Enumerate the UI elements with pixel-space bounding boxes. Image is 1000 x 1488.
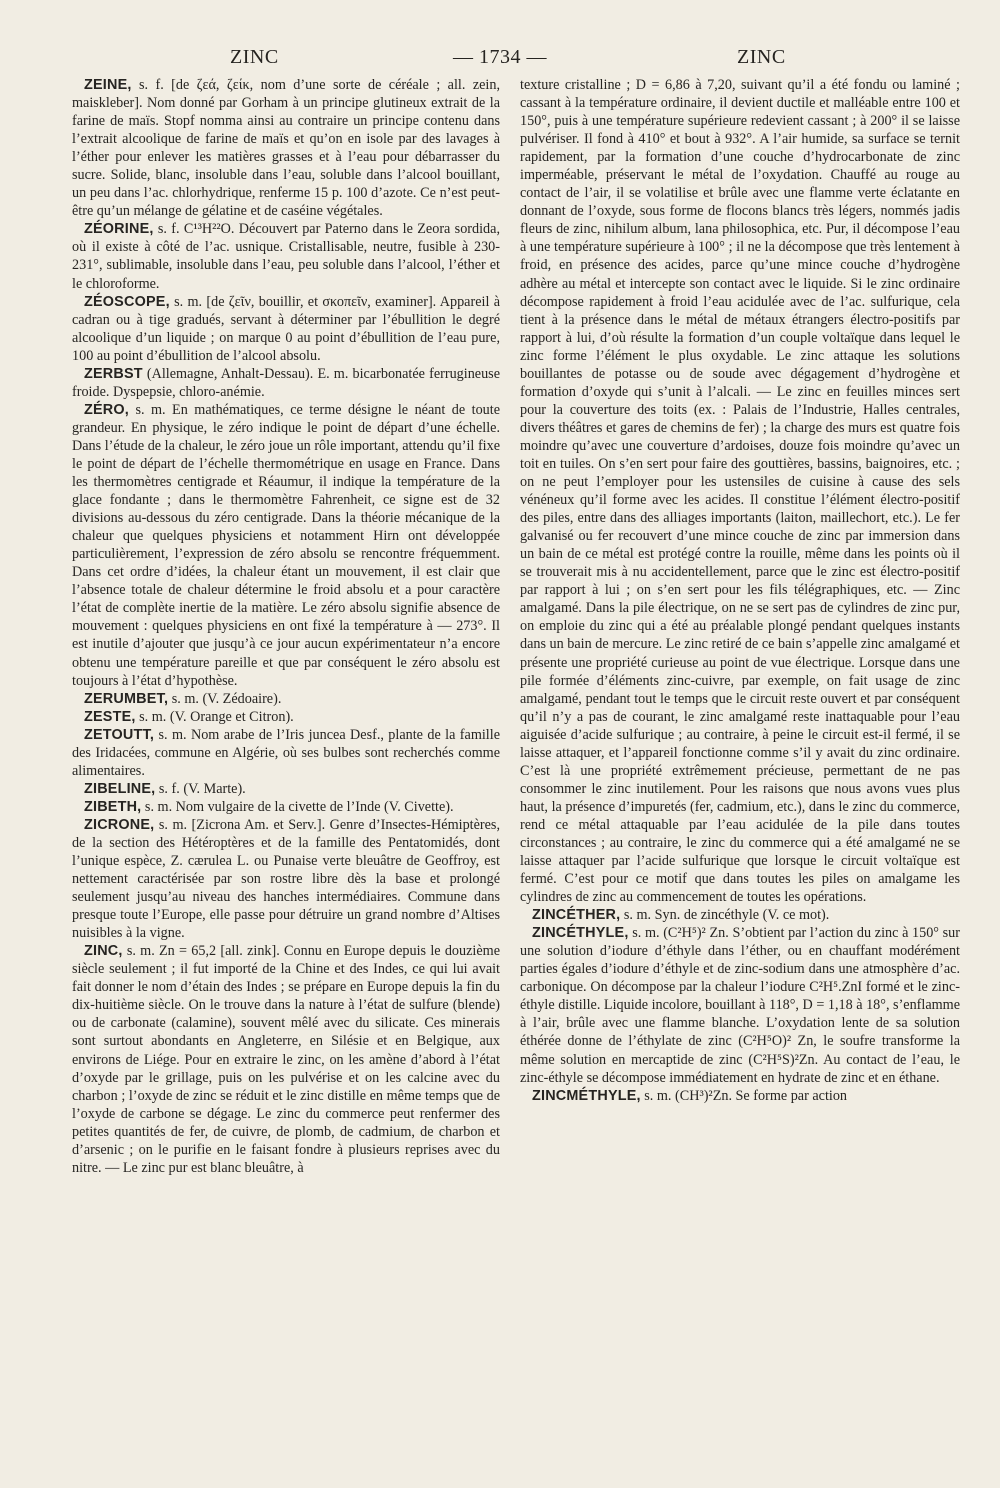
left-column (72, 76, 500, 1177)
entry-headword: ZINCÉTHER, (532, 907, 621, 924)
dictionary-entry (72, 726, 500, 780)
entry-text: s. m. (V. Zédoaire). (168, 690, 282, 707)
entry-headword: ZINCÉTHYLE, (532, 925, 629, 942)
dictionary-entry (72, 798, 500, 816)
dictionary-entry (72, 76, 500, 220)
entry-text: s. m. (C²H⁵)² Zn. S’obtient par l’action du zinc à 150° sur une solution d’iodure d’éthyle dans l’éther, ou en chauffant modérément parties égales d’iodure d’éthyle et de zinc-sodium dans une atmosphère d’ac. carbonique. On décompose par la chaleur l’iodure C²H⁵.ZnI formé et le zinc-éthyle distille. Liquide incolore, bouillant à 118°, D = 1,18 à 18°, s’enflamme à l’air, brûle avec une flamme blanche. L’oxydation lente de sa solution éthérée donne de l’éthylate de zinc (C²H⁵O)² Zn, le soufre transforme la même solution en mercaptide de zinc (C²H⁵S)²Zn. Au contact de l’eau, le zinc-éthyle se décompose immédiatement en hydrate de zinc et en éthane. (520, 925, 961, 1086)
entry-headword: ZERUMBET, (84, 690, 169, 707)
entry-headword: ZEINE, (84, 77, 132, 93)
entry-text: s. f. (V. Marte). (155, 780, 246, 797)
dictionary-entry (520, 924, 960, 1086)
entry-headword: ZERBST (84, 365, 143, 382)
entry-headword: ZÉRO, (84, 401, 129, 418)
entry-text: texture cristalline ; D = 6,86 à 7,20, suivant qu’il a été fondu ou laminé ; cassant à la température ordinaire, il devient ductile et malléable entre 100 et 150°, puis à une température supérieure redevient cassant ; à 200° il se laisse pulvériser. Il fond à 410° et bout à 932°. A l’air humide, sa surface se ternit rapidement, par la formation d’une couche d’hydrocarbonate de zinc imperméable, préservant le métal de l’oxydation. Chauffé au rouge au contact de l’air, il se volatilise et brûle avec une flamme verte éclatante en donnant de l’oxyde, sous forme de flocons blancs très légers, nommés jadis fleurs de zinc, nihilum album, lana philosophica, etc. Pur, il décompose l’eau à une température supérieure à 100° ; il ne la décompose que très lentement à froid, en présence des acides, parce qu’une mince couche d’hydrogène adhère au métal et intercepte son contact avec le liquide. Si le zinc ordinaire décompose rapidement à froid l’eau acidulée avec de l’ac. sulfurique, cela tient à la présence dans le métal de métaux étrangers électro-positifs par rapport à lui, d’où résulte la formation d’un couple voltaïque dans lequel le zinc forme l’élément le plus oxydable. Le zinc attaque les solutions bouillantes de potasse ou de soude avec dégagement d’hydrogène et formation d’oxyde qui s’unit à l’alcali. — Le zinc en feuilles minces sert pour la couverture des toits (ex. : Palais de l’Industrie, Halles centrales, divers théâtres et gares de chemins de fer) ; la charge des murs est quatre fois moindre qu’avec une couverture d’ardoises, douze fois moindre qu’avec un toit en tuiles. On s’en sert pour faire des gouttières, bassins, baignoires, etc. ; on ne peut l’employer pour les ustensiles de cuisine à cause des sels vénéneux qu’il forme avec les acides. Il constitue l’élément électro-positif des piles, entre dans des alliages importants (laiton, maillechort, etc.). Le fer galvanisé ou fer recouvert d’une mince couche de zinc par immersion dans un bain de ce métal est protégé contre la rouille, même dans les points où il se trouverait mis à nu accidentellement, parce que le zinc est électro-positif par rapport à lui ; on s’en sert pour les fils télégraphiques, etc. — Zinc amalgamé. Dans la pile électrique, on ne se sert pas de cylindres de zinc pur, on emploie du zinc qui a été au préalable plongé pendant quelques instants dans un bain de mercure. Le zinc retiré de ce bain s’appelle zinc amalgamé et présente une propriété curieuse au point de vue électrique. Lorsque dans une pile formée d’éléments zinc-cuivre, par exemple, on fait usage de zinc amalgamé, pendant tout le temps que le circuit reste ouvert et par conséquent qu’il n’y a pas de courant, le zinc amalgamé reste inattaquable pour l’eau aiguisée d’acide sulfurique ; au contraire, à peine le circuit est-il fermé, il se laisse attaquer, et l’appareil fonctionne comme s’il y avait du zinc ordinaire. C’est là une propriété extrêmement précieuse, permettant de ne pas consommer le zinc inutilement. Pour les raisons que nous avons vues plus haut, la présence d’impuretés (fer, cadmium, etc.), dans le zinc du commerce, rend ce métal attaquable par l’eau acidulée de la pile dans toutes circonstances ; au contraire, le zinc du commerce qui a été amalgamé ne se laisse attaquer par l’acide sulfurique que lorsque le circuit voltaïque est fermé. C’est pour ce motif que dans toutes les piles on amalgame les cylindres de zinc au commencement de toutes les opérations. (520, 77, 960, 906)
dictionary-entry (520, 1087, 960, 1105)
dictionary-entry (72, 708, 500, 726)
entry-text: s. f. C¹³H²²O. Découvert par Paterno dans le Zeora sordida, où il existe à côté de l’ac. usnique. Cristallisable, neutre, fusible à 230-231°, sublimable, insoluble dans l’eau, peu soluble dans l’alcool, l’éther et le chloroforme. (72, 221, 500, 292)
entry-text: s. m. Nom vulgaire de la civette de l’Inde (V. Civette). (141, 798, 454, 815)
entry-headword: ZÉORINE, (84, 221, 154, 238)
dictionary-entry (520, 76, 960, 906)
entry-headword: ZINC, (84, 943, 123, 960)
dictionary-entry (72, 780, 500, 798)
dictionary-entry (72, 220, 500, 292)
entry-headword: ZICRONE, (84, 816, 155, 833)
entry-headword: ZÉOSCOPE, (84, 293, 170, 310)
entry-headword: ZETOUTT, (84, 726, 155, 743)
dictionary-entry (72, 293, 500, 365)
page-header (0, 46, 1000, 72)
entry-headword: ZIBETH, (84, 798, 142, 815)
page-number: — 1734 — (453, 46, 547, 68)
entry-text: s. m. Nom arabe de l’Iris juncea Desf., plante de la famille des Iridacées, commune en Algérie, où ses bulbes sont recherchés comme alimentaires. (72, 726, 500, 779)
running-head-left: ZINC (230, 46, 279, 68)
running-head-right: ZINC (737, 46, 786, 68)
dictionary-entry (72, 816, 500, 942)
entry-text: s. m. En mathématiques, ce terme désigne le néant de toute grandeur. En physique, le zéro indique le point de départ d’une échelle. Dans l’étude de la chaleur, le zéro joue un rôle important, attendu qu’il fixe le point de départ de l’échelle thermométrique en usage en France. Dans les thermomètres centigrade et Réaumur, il indique la température de la glace fondante ; dans le thermomètre Fahrenheit, ce signe est de 32 divisions au-dessous du zéro centigrade. Dans la théorie mécanique de la chaleur que quelques physiciens et notamment Hirn ont développée particulièrement, l’expression de zéro absolu se rencontre fréquemment. Dans cet ordre d’idées, la chaleur étant un mouvement, il est clair que l’absence totale de chaleur détermine le froid absolu et a pour caractère l’état de complète inertie de la matière. Le zéro absolu signifie absence de mouvement : quelques physiciens en ont fixé la température à — 273°. Il est inutile d’ajouter que jusqu’à ce jour aucun expérimentateur n’a encore obtenu une température pareille et que par conséquent le zéro absolu est toujours à l’état d’hypothèse. (72, 401, 500, 689)
entry-text: s. m. [de ζεῖν, bouillir, et σκοπεῖν, examiner]. Appareil à cadran ou à tige gradués, servant à déterminer par l’ébullition le degré alcoolique d’un liquide ; on marque 0 au point d’ébullition de l’eau pure, 100 au point d’ébullition de l’alcool absolu. (72, 293, 500, 364)
dictionary-entry (72, 365, 500, 401)
entry-text: s. f. [de ζεά, ζείκ, nom d’une sorte de céréale ; all. zein, maiskleber]. Nom donné par Gorham à un principe glutineux extrait de la farine de maïs. Stopf nomma ainsi au contraire un principe contenu dans l’extrait alcoolique de farine de maïs et qu’on en isole par des lavages à l’éther pour enlever les matières grasses et à l’eau pour débarrasser du sucre. Solide, blanc, insoluble dans l’eau, soluble dans l’alcool bouillant, un peu dans l’ac. chlorhydrique, renferme 15 p. 100 d’azote. Ce n’est peut-être qu’un mélange de gélatine et de caséine végétales. (72, 77, 500, 220)
entry-headword: ZINCMÉTHYLE, (532, 1087, 641, 1104)
entry-headword: ZESTE, (84, 708, 136, 725)
entry-text: s. m. Syn. de zincéthyle (V. ce mot). (620, 907, 830, 924)
entry-text: s. m. [Zicrona Am. et Serv.]. Genre d’Insectes-Hémiptères, de la section des Hétéroptères et de la famille des Pentatomidés, dont l’unique espèce, Z. cærulea L. ou Punaise verte bleuâtre de Geoffroy, est nettement caractérisée par son rostre libre dès la base et prolongé seulement jusqu’au niveau des hanches intermédiaires. Commune dans presque toute l’Europe, elle passe pour détruire un grand nombre d’Altises nuisibles à la vigne. (72, 816, 500, 942)
dictionary-entry (520, 906, 960, 924)
entry-text: (Allemagne, Anhalt-Dessau). E. m. bicarbonatée ferrugineuse froide. Dyspepsie, chloro-anémie. (72, 365, 500, 400)
dictionary-entry (72, 690, 500, 708)
right-column (520, 76, 960, 1105)
entry-headword: ZIBELINE, (84, 780, 156, 797)
entry-text: s. m. (CH³)²Zn. Se forme par action (640, 1087, 848, 1104)
dictionary-entry (72, 401, 500, 690)
entry-text: s. m. (V. Orange et Citron). (135, 708, 294, 725)
entry-text: s. m. Zn = 65,2 [all. zink]. Connu en Europe depuis le douzième siècle seulement ; il fut importé de la Chine et des Indes, ce qui lui avait fait donner le nom d’étain des Indes ; se prépare en Europe depuis la fin du dix-huitième siècle. On le trouve dans la nature à l’état de sulfure (blende) ou de carbonate (calamine), souvent mêlé avec du silicate. Ces minerais sont surtout abondants en Angleterre, en Silésie et en Belgique, aux environs de Liége. Pour en extraire le zinc, on les amène d’abord à l’état d’oxyde par le grillage, puis on les pulvérise et on les calcine avec du charbon ; l’oxyde de zinc se réduit et le zinc distille en même temps que de l’oxyde de carbone se dégage. Le zinc du commerce peut renfermer des petites quantités de fer, de cuivre, de plomb, de cadmium, de charbon et d’arsenic ; on le purifie en le faisant fondre à plusieurs reprises avec du nitre. — Le zinc pur est blanc bleuâtre, à (72, 943, 500, 1176)
dictionary-entry (72, 942, 500, 1177)
